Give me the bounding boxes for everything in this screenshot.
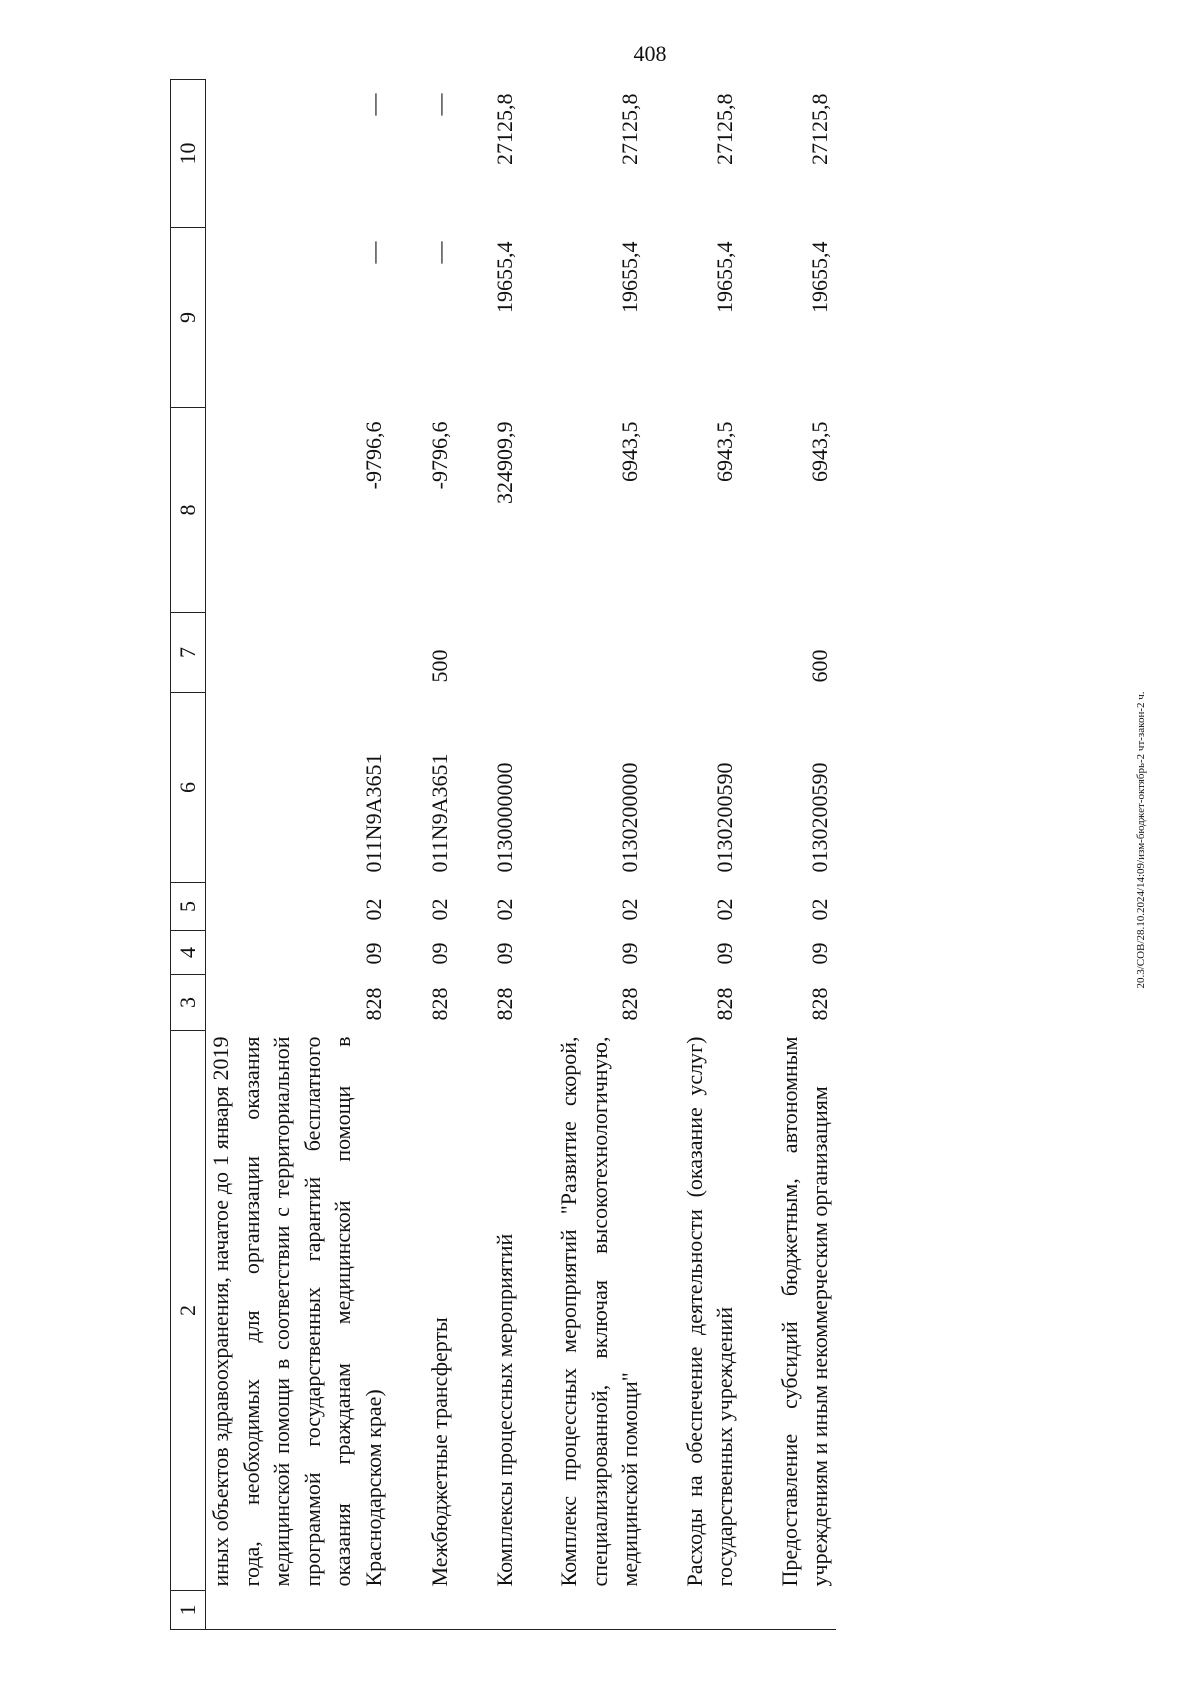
cell-c4: 09 [617, 942, 642, 965]
cell-c6: 0130200590 [712, 762, 737, 873]
cell-c6: 0130200000 [617, 762, 642, 873]
row-name: иных объектов здравоохранения, начатое до 1 января 2019 года, необходимых для организации оказания медицинской помощи в соответствии с территориальной программой государственных гарантий бесплатного оказания гражданам медицинской помощи в Краснодарском крае) [208, 1036, 386, 1587]
spacer-cell [456, 1591, 490, 1630]
rotated-table-container [170, 80, 1030, 1630]
row-spacer [520, 80, 554, 1630]
cell-c3: 828 [491, 987, 517, 1021]
cell-c10: 27125,8 [617, 93, 642, 165]
cell-c10: — [427, 93, 452, 116]
row-spacer [741, 80, 775, 1630]
cell-c8: 324909,9 [491, 421, 517, 504]
cell-c5: 02 [617, 898, 642, 921]
cell-c10: — [360, 93, 386, 116]
cell-c8: -9796,6 [427, 421, 452, 490]
cell-c9: — [360, 241, 386, 264]
cell-c3: 828 [427, 987, 452, 1021]
cell-c9: 19655,4 [617, 241, 642, 313]
table-row [554, 80, 646, 1630]
cell-c8: -9796,6 [360, 421, 386, 490]
cell-c7 [680, 613, 741, 693]
row-name: Комплексы процессных мероприятий [491, 1233, 517, 1587]
header-col-7: 7 [171, 613, 206, 693]
header-col-3: 3 [171, 975, 206, 1031]
cell-c7 [206, 613, 392, 693]
header-col-10: 10 [171, 80, 206, 228]
cell-c8: 6943,5 [712, 421, 737, 482]
cell-c3: 828 [360, 987, 386, 1021]
cell-c5: 02 [712, 898, 737, 921]
cell-c10: 27125,8 [491, 93, 517, 165]
row-name: Предоставление субсидий бюджетным, автономным учреждениям и иным некоммерческим организациям [776, 1036, 832, 1587]
row-name: Комплекс процессных мероприятий "Развитие скорой, специализированной, включая высокотехнологичную, медицинской помощи" [556, 1036, 642, 1587]
cell-c10: 27125,8 [712, 93, 737, 165]
header-col-5: 5 [171, 883, 206, 931]
page-number: 408 [633, 41, 667, 66]
header-col-9: 9 [171, 228, 206, 408]
row-spacer [456, 80, 490, 1630]
cell-c9: 19655,4 [491, 241, 517, 313]
cell-c3: 828 [617, 987, 642, 1021]
cell-c8: 6943,5 [617, 421, 642, 482]
cell-c4: 09 [491, 942, 517, 965]
table-row [206, 80, 392, 1630]
spacer-cell [741, 1591, 775, 1630]
spacer-cell [456, 80, 490, 1591]
cell-index [206, 1591, 392, 1630]
cell-c5: 02 [360, 898, 386, 921]
row-name: Расходы на обеспечение деятельности (оказание услуг) государственных учреждений [681, 1036, 737, 1587]
cell-index [490, 1591, 521, 1630]
cell-c3: 828 [807, 987, 832, 1021]
header-col-1: 1 [171, 1591, 206, 1630]
cell-c7 [554, 613, 646, 693]
header-row [171, 80, 206, 1630]
header-col-4: 4 [171, 931, 206, 975]
header-col-8: 8 [171, 408, 206, 613]
cell-c7: 500 [427, 649, 452, 683]
footer-text: 20.3/СОВ/28.10.2024/14:09/изм-бюджет-октябрь-2 чт-закон-2 ч. [1135, 691, 1147, 989]
cell-c4: 09 [712, 942, 737, 965]
spacer-cell [391, 80, 425, 1591]
header-col-6: 6 [171, 693, 206, 883]
spacer-cell [391, 1591, 425, 1630]
cell-c4: 09 [807, 942, 832, 965]
row-spacer [646, 80, 680, 1630]
header-col-2: 2 [171, 1031, 206, 1591]
spacer-cell [741, 80, 775, 1591]
spacer-cell [646, 1591, 680, 1630]
cell-index [425, 1591, 456, 1630]
cell-c9: 19655,4 [807, 241, 832, 313]
budget-table [170, 79, 836, 1630]
cell-c7: 600 [807, 649, 832, 683]
cell-c6: 011N9A3651 [427, 753, 452, 873]
cell-c6: 0130000000 [491, 762, 517, 873]
table-row [680, 80, 741, 1630]
spacer-cell [520, 80, 554, 1591]
cell-c6: 011N9A3651 [360, 753, 386, 873]
cell-c3: 828 [712, 987, 737, 1021]
cell-index [775, 1591, 836, 1630]
table-row [775, 80, 836, 1630]
row-spacer [391, 80, 425, 1630]
cell-c4: 09 [427, 942, 452, 965]
spacer-cell [646, 80, 680, 1591]
cell-c8: 6943,5 [807, 421, 832, 482]
cell-c6: 0130200590 [807, 762, 832, 873]
cell-c5: 02 [427, 898, 452, 921]
cell-index [554, 1591, 646, 1630]
cell-c5: 02 [807, 898, 832, 921]
cell-index [680, 1591, 741, 1630]
cell-c7 [490, 613, 521, 693]
cell-c9: — [427, 241, 452, 264]
row-name: Межбюджетные трансферты [427, 1317, 452, 1587]
table-row [425, 80, 456, 1630]
table-row [490, 80, 521, 1630]
cell-c4: 09 [360, 942, 386, 965]
cell-c5: 02 [491, 898, 517, 921]
cell-c9: 19655,4 [712, 241, 737, 313]
spacer-cell [520, 1591, 554, 1630]
cell-c10: 27125,8 [807, 93, 832, 165]
